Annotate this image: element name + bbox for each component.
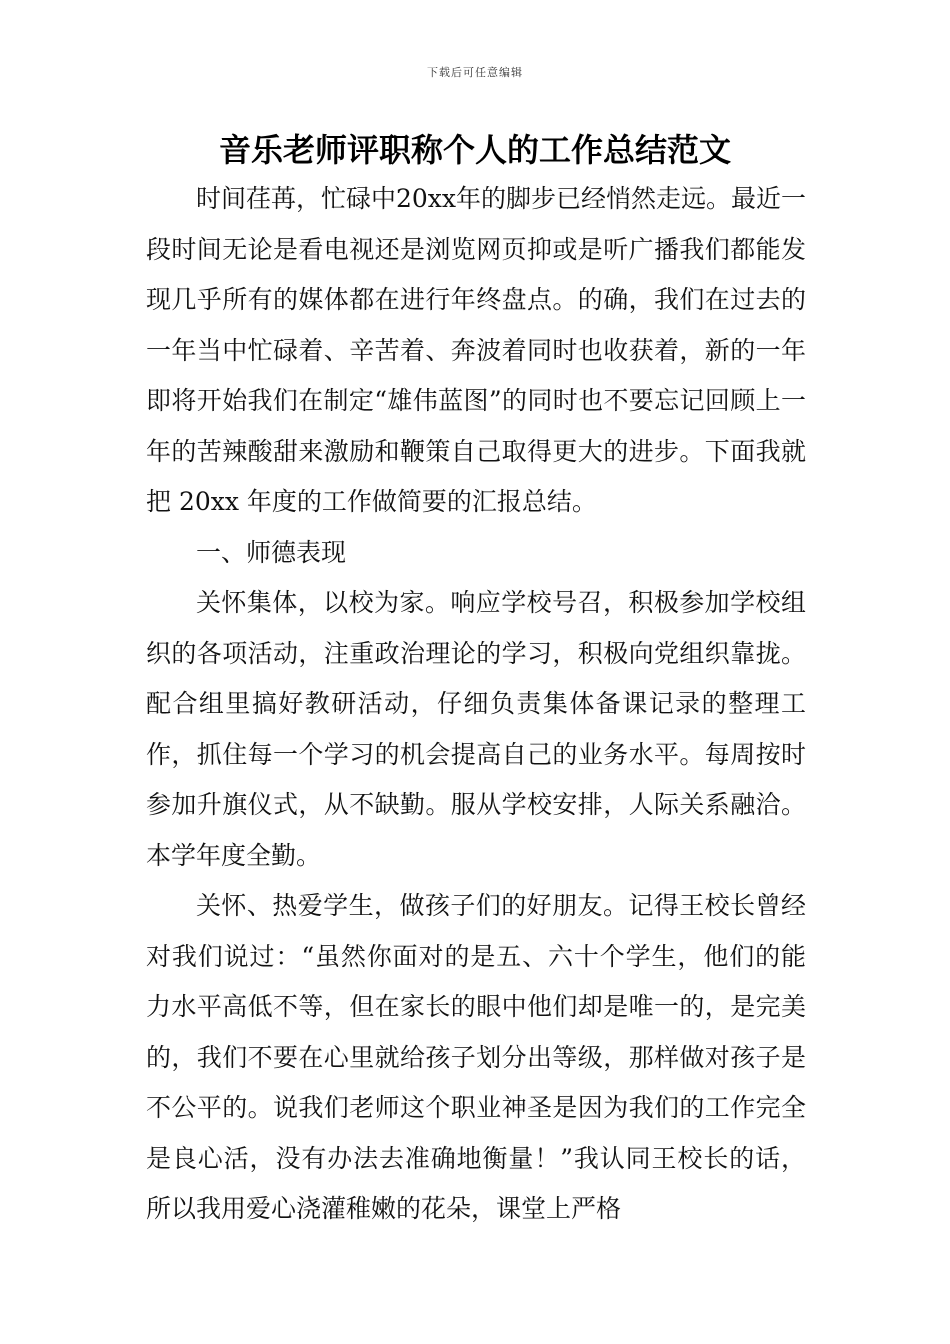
- document-body: [146, 174, 806, 1235]
- paragraph-intro: 时间荏苒，忙碌中20xx年的脚步已经悄然走远。最近一段时间无论是看电视还是浏览网页抑或是听广播我们都能发现几乎所有的媒体都在进行年终盘点。的确，我们在过去的一年当中忙碌着、辛苦着、奔波着同时也收获着，新的一年即将开始我们在制定“雄伟蓝图”的同时也不要忘记回顾上一年的苦辣酸甜来激励和鞭策自己取得更大的进步。下面我就把 20xx 年度的工作做简要的汇报总结。: [146, 184, 807, 516]
- section-heading-ethics: 一、师德表现: [196, 537, 347, 567]
- document-title: 音乐老师评职称个人的工作总结范文: [218, 131, 731, 169]
- header-note: 下载后可任意编辑: [427, 66, 523, 79]
- paragraph-students: 关怀、热爱学生，做孩子们的好朋友。记得王校长曾经对我们说过：“虽然你面对的是五、六十个学生，他们的能力水平高低不等，但在家长的眼中他们却是唯一的，是完美的，我们不要在心里就给孩子划分出等级，那样做对孩子是不公平的。说我们老师这个职业神圣是因为我们的工作完全是良心活，没有办法去准确地衡量！”我认同王校长的话，所以我用爱心浇灌稚嫩的花朵，课堂上严格: [146, 891, 806, 1223]
- paragraph-collective: 关怀集体，以校为家。响应学校号召，积极参加学校组织的各项活动，注重政治理论的学习，积极向党组织靠拢。配合组里搞好教研活动，仔细负责集体备课记录的整理工作，抓住每一个学习的机会提高自己的业务水平。每周按时参加升旗仪式，从不缺勤。服从学校安排，人际关系融洽。本学年度全勤。: [146, 588, 806, 870]
